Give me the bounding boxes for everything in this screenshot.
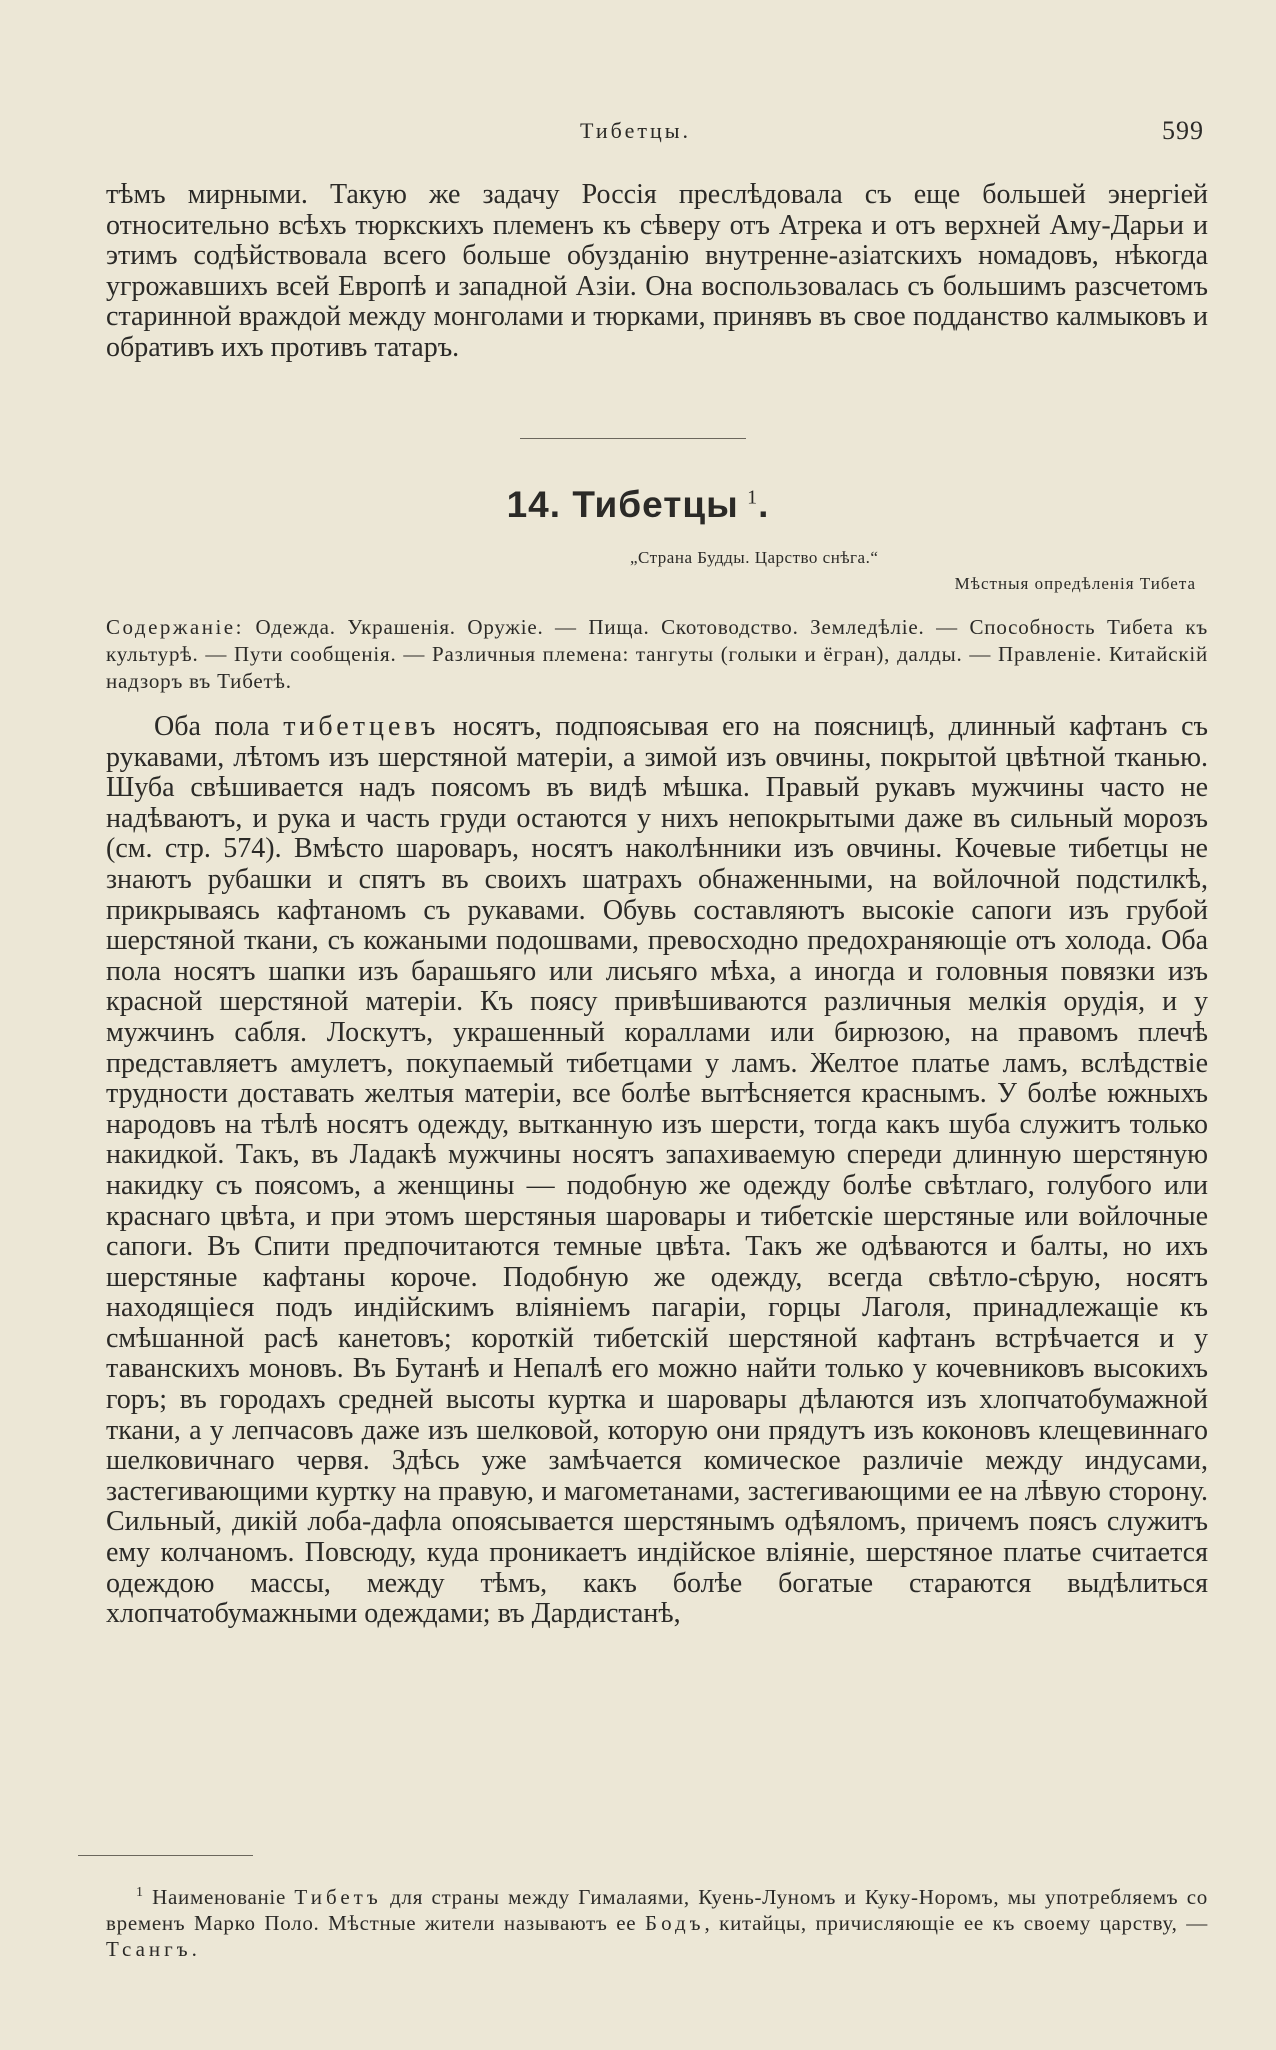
section-heading: 14. Тибетцы $^1$. xyxy=(506,484,770,525)
footnote-spaced-bod: Бодъ xyxy=(645,1911,705,1935)
footnote-text-before: Наименованіе xyxy=(152,1885,286,1909)
page-number: 599 xyxy=(1162,116,1204,145)
contents-text: Одежда. Украшенія. Оружіе. — Пища. Скотоводство. Земледѣліе. — Способность Тибета къ культурѣ. — Пути сообщенія. — Различныя племена: тангуты (голыки и ёгран), далды. — Правленіе. Китайскій надзоръ въ Тибетѣ. xyxy=(106,615,1208,693)
footnote-text-middle: для страны между Гималаями, Куень-Луномъ и Куку-Норомъ, мы употребляемъ со временъ Марко Поло. Мѣстные жители называютъ ее xyxy=(106,1885,1208,1935)
main-paragraph xyxy=(106,712,1208,1630)
epigraph-source: Мѣстныя опредѣленія Тибета xyxy=(954,574,1196,593)
heading-footnote-marker: 1 xyxy=(747,486,759,509)
running-title: Тибетцы. xyxy=(580,118,692,143)
footnote-marker: 1 xyxy=(136,1885,144,1900)
footnote xyxy=(106,1880,1208,1962)
continuation-paragraph: тѣмъ мирными. Такую же задачу Россія преслѣдовала съ еще большей энергіей относительно всѣхъ тюркскихъ племенъ къ сѣверу отъ Атрека и отъ верхней Аму-Дарьи и этимъ содѣйствовала всего больше обузданію внутренне-азіатскихъ номадовъ, нѣкогда угрожавшихъ всей Европѣ и западной Азіи. Она воспользовалась съ большимъ разсчетомъ старинной враждой между монголами и тюрками, принявъ въ свое подданство калмыковъ и обративъ ихъ противъ татаръ. xyxy=(106,179,1208,363)
footnote-text-mid2: , китайцы, причисляющіе ее къ своему царству, — xyxy=(704,1911,1209,1935)
footnote-spaced-tsang: Тсангъ xyxy=(106,1937,192,1961)
paragraph-rest: носятъ, подпоясывая его на поясницѣ, длинный кафтанъ съ рукавами, лѣтомъ изъ шерстяной матеріи, а зимой изъ овчины, покрытой цвѣтной тканью. Шуба свѣшивается надъ поясомъ въ видѣ мѣшка. Правый рукавъ мужчины часто не надѣваютъ, и рука и часть груди остаются у нихъ непокрытыми даже въ сильный морозъ (см. стр. 574). Вмѣсто шароваръ, носятъ наколѣнники изъ овчины. Кочевые тибетцы не знаютъ рубашки и спятъ въ своихъ шатрахъ обнаженными, на войлочной подстилкѣ, прикрываясь кафтаномъ съ рукавами. Обувь составляютъ высокіе сапоги изъ грубой шерстяной ткани, съ кожаными подошвами, превосходно предохраняющіе отъ холода. Оба пола носятъ шапки изъ барашьяго или лисьяго мѣха, а иногда и головныя повязки изъ красной шерстяной матеріи. Къ поясу привѣшиваются различныя мелкія орудія, и у мужчинъ сабля. Лоскутъ, украшенный кораллами или бирюзою, на правомъ плечѣ представляетъ амулетъ, покупаемый тибетцами у ламъ. Желтое платье ламъ, вслѣдствіе трудности доставать желтыя матеріи, все болѣе вытѣсняется краснымъ. У болѣе южныхъ народовъ на тѣлѣ носятъ одежду, вытканную изъ шерсти, тогда какъ шуба служитъ только накидкой. Такъ, въ Ладакѣ мужчины носятъ запахиваемую спереди длинную шерстяную накидку съ поясомъ, а женщины — подобную же одежду болѣе свѣтлаго, голубого или краснаго цвѣта, и при этомъ шерстяныя шаровары и тибетскіе шерстяные или войлочные сапоги. Въ Спити предпочитаются темные цвѣта. Такъ же одѣваются и балты, но ихъ шерстяные кафтаны короче. Подобную же одежду, всегда свѣтло-сѣрую, носятъ находящіеся подъ индійскимъ вліяніемъ пагаріи, горцы Лаголя, принадлежащіе къ смѣшанной расѣ канетовъ; короткій тибетскій шерстяной кафтанъ встрѣчается и у таванскихъ моновъ. Въ Бутанѣ и Непалѣ его можно найти только у кочевниковъ высокихъ горъ; въ городахъ средней высоты куртка и шаровары дѣлаются изъ хлопчатобумажной ткани, а у лепчасовъ даже изъ шелковой, которую они прядутъ изъ коконовъ клещевиннаго шелковичнаго червя. Здѣсь уже замѣчается комическое различіе между индусами, застегивающими куртку на правую, и магометанами, застегивающими ее на лѣвую сторону. Сильный, дикій лоба-дафла опоясывается шерстянымъ одѣяломъ, причемъ поясъ служитъ ему колчаномъ. Повсюду, куда проникаетъ индійское вліяніе, шерстяное платье считается одеждою массы, между тѣмъ, какъ болѣе богатые стараются выдѣлиться хлопчатобумажными одеждами; въ Дардистанѣ, xyxy=(106,711,1208,1630)
footnote-text-end: . xyxy=(191,1937,198,1961)
epigraph xyxy=(560,545,1200,597)
epigraph-quote: „Страна Будды. Царство снѣга.“ xyxy=(630,548,879,567)
section-contents xyxy=(106,614,1208,695)
section-heading-text: 14. Тибетцы xyxy=(506,484,739,525)
paragraph-lead: Оба пола xyxy=(154,711,270,742)
section-separator xyxy=(520,438,746,439)
paragraph-spaced-word: тибетцевъ xyxy=(283,711,440,742)
footnote-rule xyxy=(78,1855,253,1856)
footnote-spaced-tibet: Тибетъ xyxy=(294,1885,382,1909)
contents-label: Содержаніе: xyxy=(106,615,244,639)
